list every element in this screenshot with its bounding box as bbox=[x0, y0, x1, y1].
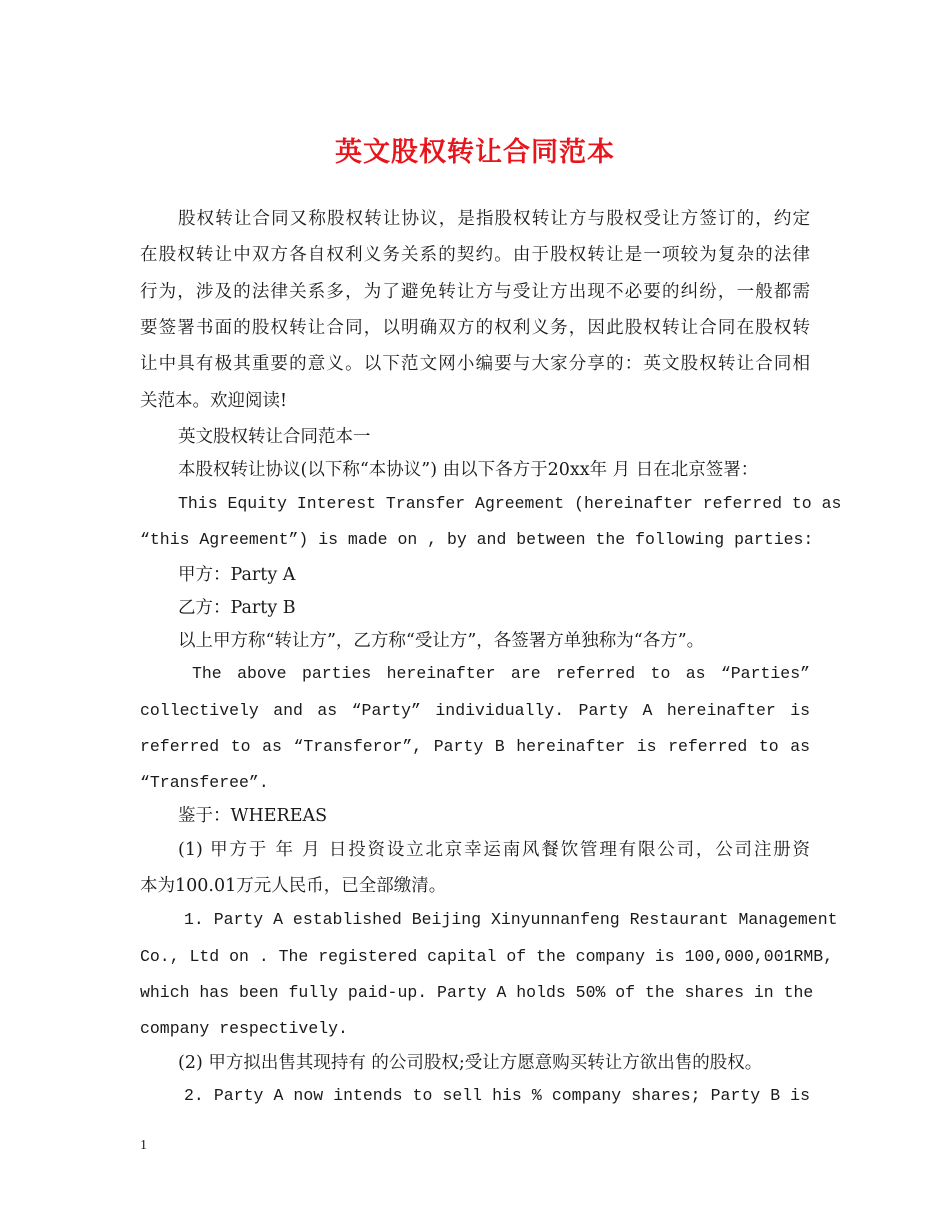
paragraph-line: 1. Party A established Beijing Xinyunnanfeng Restaurant Management bbox=[184, 910, 838, 929]
paragraph-line: 要签署书面的股权转让合同，以明确双方的权利义务，因此股权转让合同在股权转 bbox=[140, 318, 810, 338]
paragraph-line: The above parties hereinafter are referred to as “Parties” bbox=[192, 664, 810, 683]
page-number: 1 bbox=[140, 1138, 147, 1153]
paragraph-line: collectively and as “Party” individually. Party A hereinafter is bbox=[140, 701, 810, 720]
section-heading: 英文股权转让合同范本一 bbox=[178, 427, 371, 447]
paragraph-line: referred to as “Transferor”, Party B hereinafter is referred to as bbox=[140, 737, 810, 756]
paragraph-line: 关范本。欢迎阅读! bbox=[140, 391, 288, 411]
paragraph-line: “this Agreement”) is made on , by and between the following parties: bbox=[140, 530, 814, 549]
paragraph-line: 行为，涉及的法律关系多，为了避免转让方与受让方出现不必要的纠纷，一般都需 bbox=[140, 282, 810, 302]
paragraph-line: 让中具有极其重要的意义。以下范文网小编要与大家分享的：英文股权转让合同相 bbox=[140, 354, 810, 374]
paragraph-line: (1) 甲方于 年 月 日投资设立北京幸运南风餐饮管理有限公司，公司注册资 bbox=[178, 840, 810, 860]
whereas-heading: 鉴于：WHEREAS bbox=[178, 806, 328, 826]
party-a-line: 甲方：Party A bbox=[178, 565, 296, 585]
document-title: 英文股权转让合同范本 bbox=[335, 137, 615, 168]
paragraph-line: 在股权转让中双方各自权利义务关系的契约。由于股权转让是一项较为复杂的法律 bbox=[140, 245, 810, 265]
party-b-line: 乙方：Party B bbox=[178, 598, 296, 618]
paragraph-line: which has been fully paid-up. Party A holds 50% of the shares in the bbox=[140, 983, 814, 1002]
paragraph-line: (2) 甲方拟出售其现持有 的公司股权;受让方愿意购买转让方欲出售的股权。 bbox=[178, 1053, 763, 1073]
paragraph-line: 股权转让合同又称股权转让协议，是指股权转让方与股权受让方签订的，约定 bbox=[178, 209, 810, 229]
paragraph-line: This Equity Interest Transfer Agreement (hereinafter referred to as bbox=[178, 494, 842, 513]
paragraph-line: company respectively. bbox=[140, 1019, 348, 1038]
paragraph-line: 本股权转让协议(以下称“本协议”) 由以下各方于20xx年 月 日在北京签署： bbox=[178, 460, 759, 480]
paragraph-line: 本为100.01万元人民币，已全部缴清。 bbox=[140, 876, 447, 896]
paragraph-line: Co., Ltd on . The registered capital of the company is 100,000,001RMB, bbox=[140, 947, 834, 966]
paragraph-line: 2. Party A now intends to sell his % company shares; Party B is bbox=[184, 1086, 810, 1105]
paragraph-line: “Transferee”. bbox=[140, 773, 269, 792]
paragraph-line: 以上甲方称“转让方”，乙方称“受让方”，各签署方单独称为“各方”。 bbox=[178, 631, 705, 651]
